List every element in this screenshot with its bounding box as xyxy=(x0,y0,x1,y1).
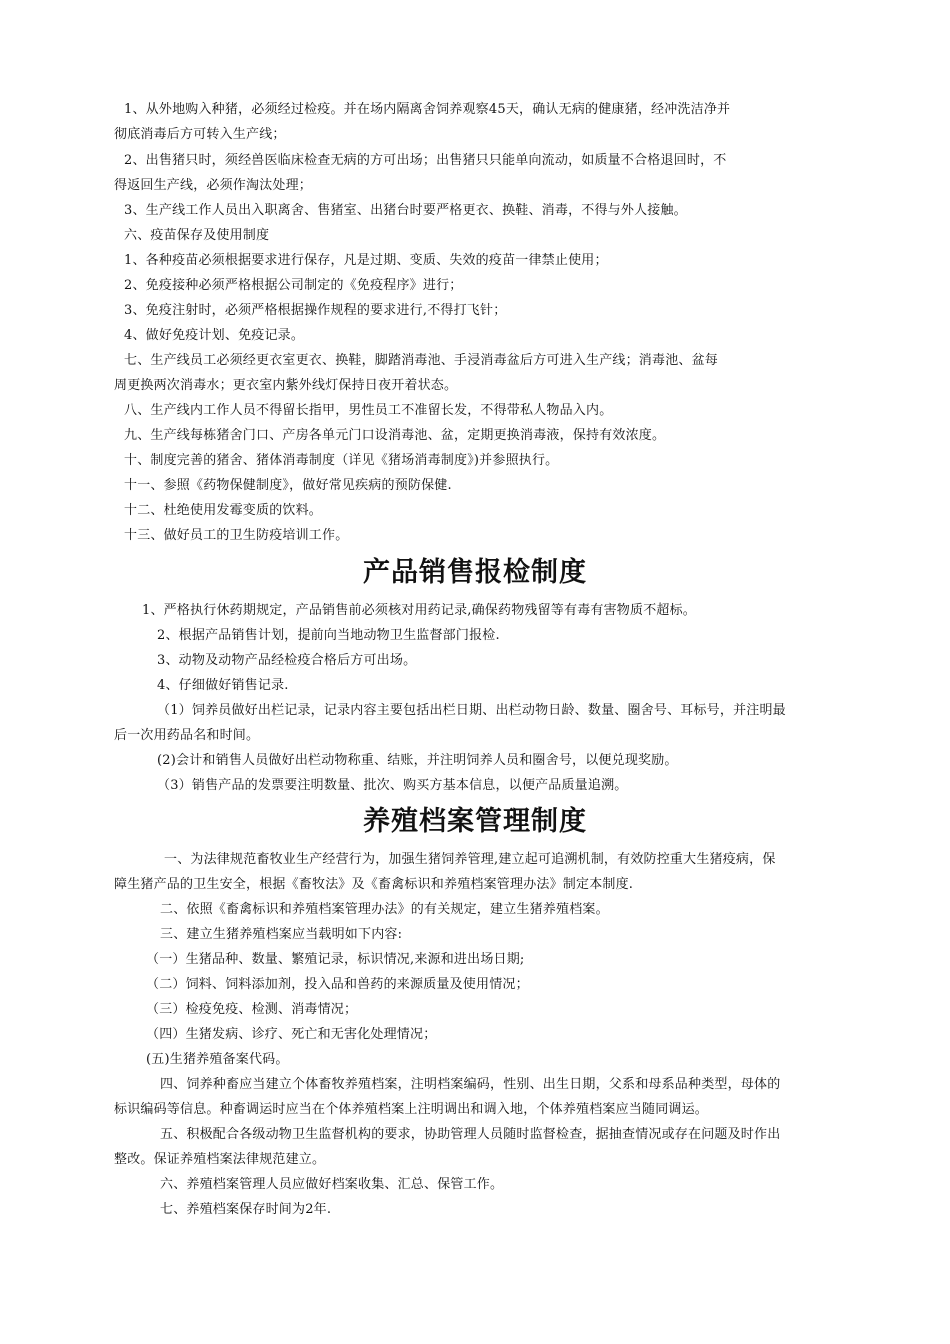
list-item: （二）饲料、饲料添加剂，投入品和兽药的来源质量及使用情况； xyxy=(146,977,529,992)
text-line: (2)会计和销售人员做好出栏动物称重、结账，并注明饲养人员和圈舍号，以便兑现奖励。 xyxy=(157,753,678,768)
text-line: 障生猪产品的卫生安全，根据《畜牧法》及《畜禽标识和养殖档案管理办法》制定本制度. xyxy=(114,877,634,892)
text-line: 3、免疫注射时，必须严格根据操作规程的要求进行,不得打飞针； xyxy=(124,303,507,318)
text-line: 4、仔细做好销售记录. xyxy=(157,678,289,693)
text-line: 后一次用药品名和时间。 xyxy=(114,728,260,743)
text-line: 十三、做好员工的卫生防疫培训工作。 xyxy=(124,528,349,543)
text-line: 五、积极配合各级动物卫生监督机构的要求，协助管理人员随时监督检查，据抽查情况或存在问题及时作出 xyxy=(160,1127,781,1142)
text-line: 十二、杜绝使用发霉变质的饮料。 xyxy=(124,503,323,518)
text-line: 七、生产线员工必须经更衣室更衣、换鞋，脚踏消毒池、手浸消毒盆后方可进入生产线；消毒池、盆每 xyxy=(124,353,719,368)
text-line: 1、从外地购入种猪，必须经过检疫。并在场内隔离舍饲养观察45天，确认无病的健康猪，经冲洗洁净并 xyxy=(124,102,731,117)
text-line: 四、饲养种畜应当建立个体畜牧养殖档案，注明档案编码，性别、出生日期，父系和母系品种类型，母体的 xyxy=(160,1077,781,1092)
list-item: （四）生猪发病、诊疗、死亡和无害化处理情况； xyxy=(146,1027,437,1042)
text-line: 2、出售猪只时，须经兽医临床检查无病的方可出场；出售猪只只能单向流动，如质量不合格退回时，不 xyxy=(124,153,727,168)
list-item: （一）生猪品种、数量、繁殖记录，标识情况,来源和进出场日期; xyxy=(146,952,525,967)
text-line: 七、养殖档案保存时间为2年. xyxy=(160,1202,332,1217)
list-item: (五)生猪养殖备案代码。 xyxy=(146,1052,289,1067)
text-line: 二、依照《畜禽标识和养殖档案管理办法》的有关规定，建立生猪养殖档案。 xyxy=(160,902,609,917)
text-line: （3）销售产品的发票要注明数量、批次、购买方基本信息，以便产品质量追溯。 xyxy=(157,778,628,793)
text-line: 2、免疫接种必须严格根据公司制定的《免疫程序》进行； xyxy=(124,278,463,293)
text-line: 三、建立生猪养殖档案应当载明如下内容: xyxy=(160,927,403,942)
text-line: 得返回生产线，必须作淘汰处理； xyxy=(114,178,313,193)
text-line: 1、严格执行休药期规定，产品销售前必须核对用药记录,确保药物残留等有毒有害物质不超标。 xyxy=(142,603,697,618)
list-item: （三）检疫免疫、检测、消毒情况； xyxy=(146,1002,358,1017)
text-line: 标识编码等信息。种畜调运时应当在个体养殖档案上注明调出和调入地，个体养殖档案应当随同调运。 xyxy=(114,1102,709,1117)
text-line: 3、动物及动物产品经检疫合格后方可出场。 xyxy=(157,653,417,668)
text-line: 六、养殖档案管理人员应做好档案收集、汇总、保管工作。 xyxy=(160,1177,504,1192)
text-line: 十、制度完善的猪舍、猪体消毒制度（详见《猪场消毒制度》)并参照执行。 xyxy=(124,453,559,468)
text-line: 4、做好免疫计划、免疫记录。 xyxy=(124,328,305,343)
text-line: 1、各种疫苗必须根据要求进行保存，凡是过期、变质、失效的疫苗一律禁止使用； xyxy=(124,253,608,268)
text-line: 整改。保证养殖档案法律规范建立。 xyxy=(114,1152,326,1167)
text-line: 八、生产线内工作人员不得留长指甲，男性员工不准留长发，不得带私人物品入内。 xyxy=(124,403,613,418)
text-line: （1）饲养员做好出栏记录，记录内容主要包括出栏日期、出栏动物日龄、数量、圈舍号、耳标号，并注明最 xyxy=(157,703,786,718)
section-title: 养殖档案管理制度 xyxy=(363,806,587,837)
text-line: 十一、参照《药物保健制度》，做好常见疾病的预防保健. xyxy=(124,478,452,493)
text-line: 3、生产线工作人员出入职离舍、售猪室、出猪台时要严格更衣、换鞋、消毒，不得与外人接触。 xyxy=(124,203,687,218)
text-line: 2、根据产品销售计划，提前向当地动物卫生监督部门报检. xyxy=(157,628,500,643)
text-line: 彻底消毒后方可转入生产线； xyxy=(114,127,286,142)
text-line: 九、生产线每栋猪舍门口、产房各单元门口设消毒池、盆，定期更换消毒液，保持有效浓度。 xyxy=(124,428,666,443)
section-subheading: 六、疫苗保存及使用制度 xyxy=(124,228,270,243)
text-line: 一、为法律规范畜牧业生产经营行为，加强生猪饲养管理,建立起可追溯机制，有效防控重大生猪疫病，保 xyxy=(164,852,776,867)
text-line: 周更换两次消毒水；更衣室内紫外线灯保持日夜开着状态。 xyxy=(114,378,458,393)
section-title: 产品销售报检制度 xyxy=(363,557,587,588)
